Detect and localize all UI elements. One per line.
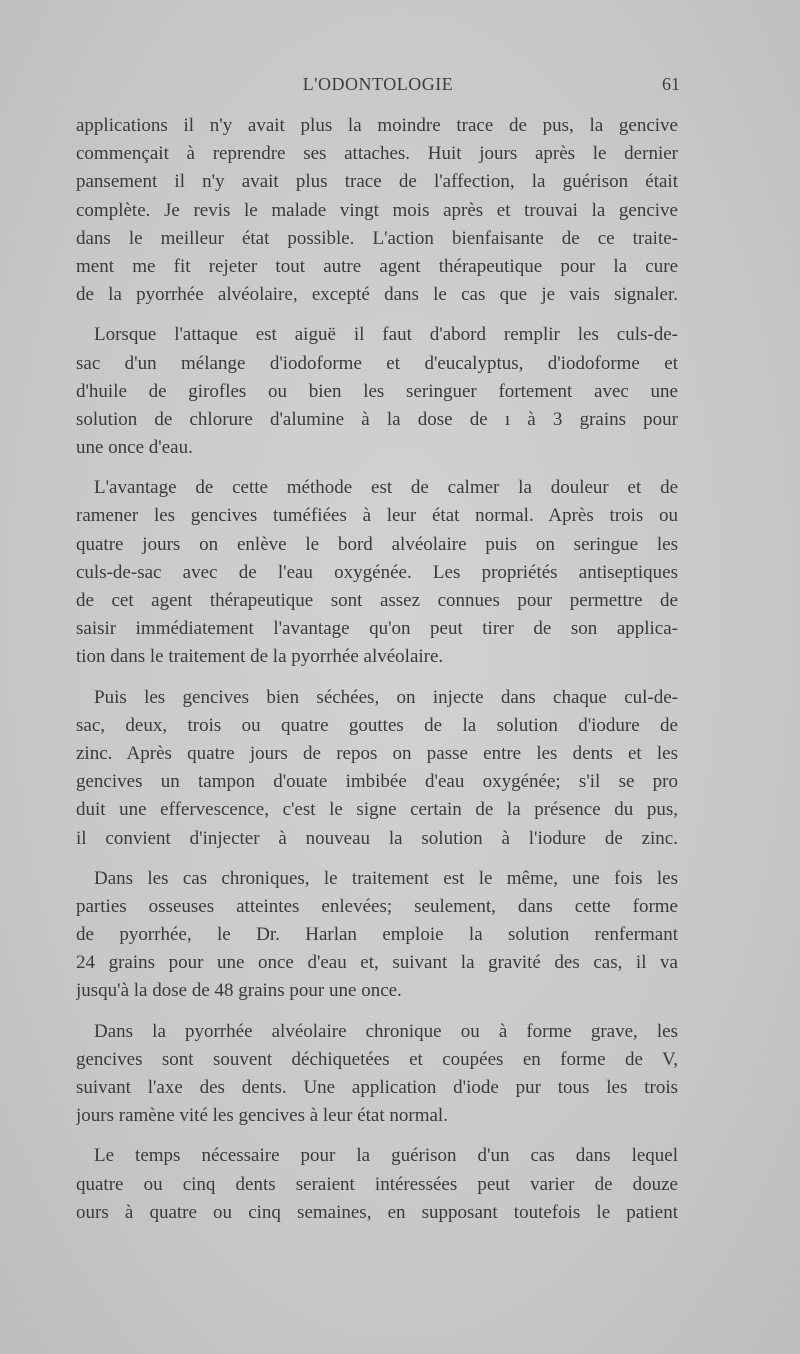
text-line: tion dans le traitement de la pyorrhée alvéolaire. [76,646,444,668]
text-line: commençait à reprendre ses attaches. Huit jours après le dernier [76,143,678,165]
paragraph-4 [76,684,678,853]
text-line: solution de chlorure d'alumine à la dose de ı à 3 grains pour [76,408,678,430]
paragraph-2 [76,321,678,462]
text-line: quatre ou cinq dents seraient intéressées peut varier de douze [76,1173,678,1195]
text-line: quatre jours on enlève le bord alvéolaire puis on seringue les [76,533,678,555]
paragraph-1 [76,112,678,309]
text-line: zinc. Après quatre jours de repos on passe entre les dents et les [76,742,678,764]
page-header [76,74,680,98]
body-text [76,112,678,1227]
text-line: jours ramène vité les gencives à leur état normal. [76,1105,448,1127]
text-line: pansement il n'y avait plus trace de l'affection, la guérison était [76,171,678,193]
text-line: Lorsque l'attaque est aiguë il faut d'abord remplir les culs-de- [94,324,678,346]
text-line: gencives un tampon d'ouate imbibée d'eau oxygénée; s'il se pro [76,771,678,793]
text-line: parties osseuses atteintes enlevées; seulement, dans cette forme [76,895,678,917]
text-line: Dans les cas chroniques, le traitement est le même, une fois les [94,867,678,889]
paragraph-5 [76,865,678,1006]
text-line: ramener les gencives tuméfiées à leur état normal. Après trois ou [76,505,678,527]
text-line: de la pyorrhée alvéolaire, excepté dans le cas que je vais signaler. [76,284,678,306]
text-line: complète. Je revis le malade vingt mois après et trouvai la gencive [76,199,678,221]
text-line: Le temps nécessaire pour la guérison d'un cas dans lequel [94,1145,678,1167]
text-line: d'huile de girofles ou bien les seringuer fortement avec une [76,380,678,402]
paragraph-7 [76,1142,678,1227]
text-line: dans le meilleur état possible. L'action bienfaisante de ce traite- [76,227,678,249]
text-line: jusqu'à la dose de 48 grains pour une once. [76,980,402,1002]
paragraph-6 [76,1018,678,1131]
text-line: duit une effervescence, c'est le signe certain de la présence du pus, [76,799,678,821]
text-line: Dans la pyorrhée alvéolaire chronique ou à forme grave, les [94,1020,678,1042]
page-number: 61 [662,74,680,94]
text-line: ours à quatre ou cinq semaines, en supposant toutefois le patient [76,1201,678,1223]
text-line: culs-de-sac avec de l'eau oxygénée. Les propriétés antiseptiques [76,561,678,583]
text-line: sac, deux, trois ou quatre gouttes de la solution d'iodure de [76,714,678,736]
text-line: de pyorrhée, le Dr. Harlan emploie la solution renfermant [76,924,678,946]
text-line: ment me fit rejeter tout autre agent thérapeutique pour la cure [76,255,678,277]
text-line: applications il n'y avait plus la moindre trace de pus, la gencive [76,115,678,136]
text-line: Puis les gencives bien séchées, on injecte dans chaque cul-de- [94,686,678,708]
text-line: de cet agent thérapeutique sont assez connues pour permettre de [76,590,678,611]
text-line: gencives sont souvent déchiquetées et coupées en forme de V, [76,1048,678,1070]
text-line: il convient d'injecter à nouveau la solution à l'iodure de zinc. [76,827,678,849]
text-line: 24 grains pour une once d'eau et, suivant la gravité des cas, il va [76,952,678,974]
text-line: sac d'un mélange d'iodoforme et d'eucalyptus, d'iodoforme et [76,352,678,374]
paragraph-3 [76,474,678,671]
text-line: saisir immédiatement l'avantage qu'on peut tirer de son applica- [76,618,678,640]
text-line: suivant l'axe des dents. Une application d'iode pur tous les trois [76,1077,678,1098]
text-line: une once d'eau. [76,437,193,459]
text-line: L'avantage de cette méthode est de calmer la douleur et de [94,477,678,499]
running-title: L'ODONTOLOGIE [302,74,454,94]
